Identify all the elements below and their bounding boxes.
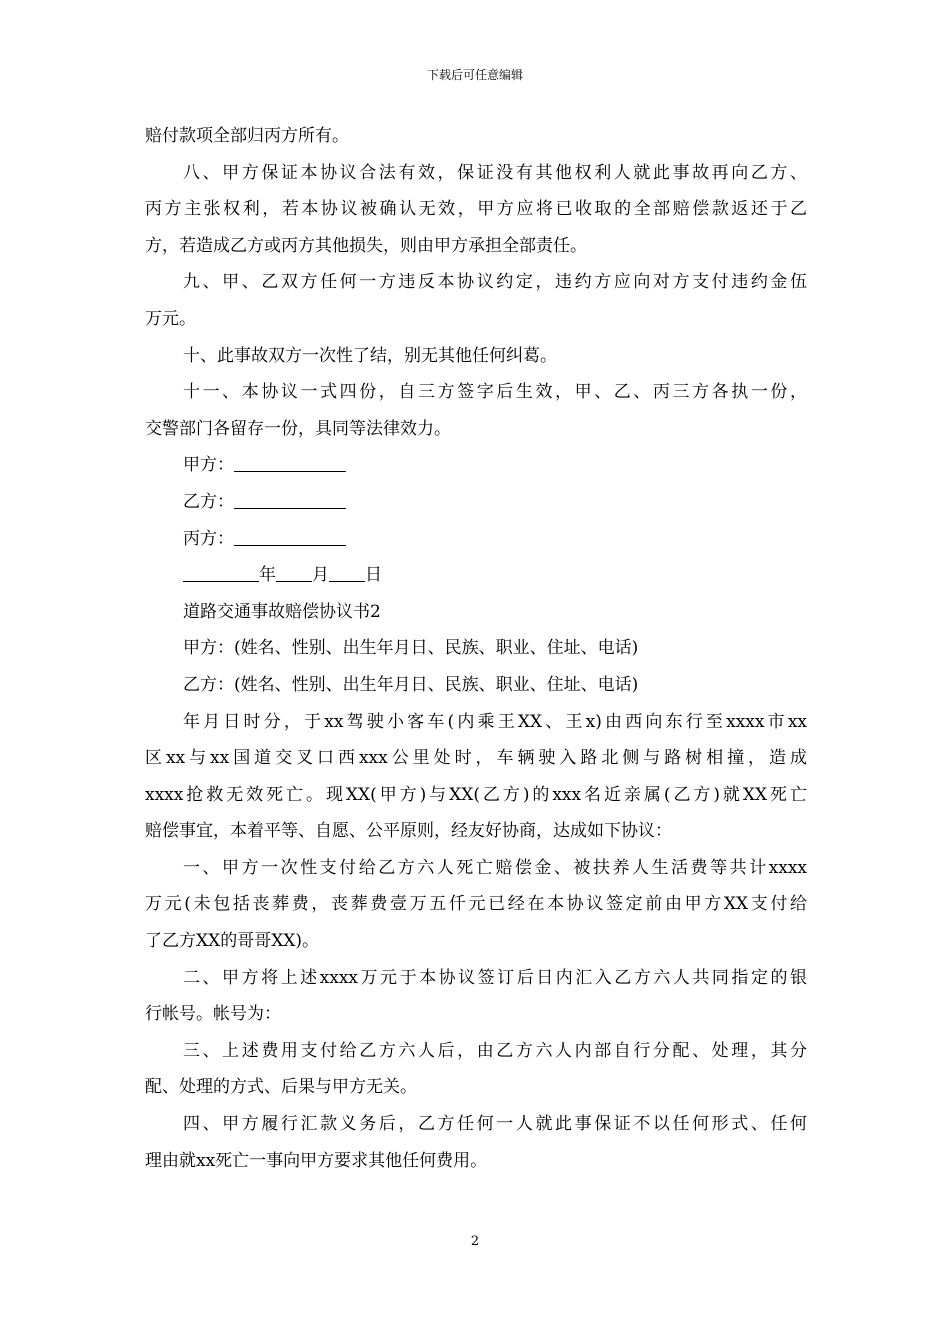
paragraph-line: 八、甲方保证本协议合法有效，保证没有其他权利人就此事故再向乙方、	[183, 162, 807, 183]
day-label: 日	[365, 565, 382, 586]
signature-blank	[234, 457, 346, 472]
paragraph-line: 甲方：(姓名、性别、出生年月日、民族、职业、住址、电话)	[183, 638, 639, 659]
paragraph-line: 万元。	[145, 308, 196, 329]
party-a-label: 甲方：	[183, 455, 234, 476]
page-header: 下载后可任意编辑	[426, 68, 523, 82]
paragraph-line: 了乙方XX的哥哥XX)。	[145, 931, 320, 952]
signature-line-party-a	[145, 447, 807, 484]
paragraph-line: 区xx与xx国道交叉口西xxx公里处时，车辆驶入路北侧与路树相撞，造成	[145, 748, 807, 769]
paragraph-line: 配、处理的方式、后果与甲方无关。	[145, 1077, 417, 1098]
paragraph-line: 乙方：(姓名、性别、出生年月日、民族、职业、住址、电话)	[183, 674, 639, 695]
party-b-label: 乙方：	[183, 491, 234, 512]
paragraph-line: 行帐号。帐号为：	[145, 1004, 281, 1025]
paragraph-line: 三、上述费用支付给乙方六人后，由乙方六人内部自行分配、处理，其分	[183, 1040, 807, 1061]
year-label: 年	[259, 565, 276, 586]
paragraph-line: 十一、本协议一式四份，自三方签字后生效，甲、乙、丙三方各执一份，	[183, 382, 807, 403]
signature-blank	[234, 531, 346, 546]
paragraph-line: 赔偿事宜，本着平等、自愿、公平原则，经友好协商，达成如下协议：	[145, 821, 672, 842]
paragraph-line: 一、甲方一次性支付给乙方六人死亡赔偿金、被扶养人生活费等共计xxxx	[183, 857, 807, 878]
paragraph-line: 年月日时分，于xx驾驶小客车(内乘王XX、王x)由西向东行至xxxx市xx	[183, 711, 807, 732]
paragraph-line: 十、此事故双方一次性了结，别无其他任何纠葛。	[183, 345, 557, 366]
paragraph-line: 九、甲、乙双方任何一方违反本协议约定，违约方应向对方支付违约金伍	[183, 272, 807, 293]
paragraph-line: xxxx抢救无效死亡。现XX(甲方)与XX(乙方)的xxx名近亲属(乙方)就XX死亡	[145, 784, 807, 805]
date-line	[145, 557, 807, 594]
paragraph-line: 万元(未包括丧葬费，丧葬费壹万五仟元已经在本协议签定前由甲方XX支付给	[145, 894, 807, 915]
month-label: 月	[312, 565, 329, 586]
paragraph-line: 四、甲方履行汇款义务后，乙方任何一人就此事保证不以任何形式、任何	[183, 1114, 807, 1135]
year-blank	[183, 567, 259, 582]
paragraph-line: 交警部门各留存一份，具同等法律效力。	[145, 418, 451, 439]
day-blank	[329, 567, 365, 582]
paragraph-line: 理由就xx死亡一事向甲方要求其他任何费用。	[145, 1150, 488, 1171]
signature-blank	[234, 494, 346, 509]
paragraph-line: 赔付款项全部归丙方所有。	[145, 126, 349, 146]
paragraph-line: 二、甲方将上述xxxx万元于本协议签订后日内汇入乙方六人共同指定的银	[183, 967, 807, 988]
paragraph-line: 方，若造成乙方或丙方其他损失，则由甲方承担全部责任。	[145, 235, 587, 256]
month-blank	[276, 567, 312, 582]
section-title: 道路交通事故赔偿协议书2	[183, 601, 381, 622]
party-c-label: 丙方：	[183, 528, 234, 549]
page-number: 2	[470, 1234, 480, 1249]
document-body	[145, 118, 807, 1179]
paragraph-line: 丙方主张权利，若本协议被确认无效，甲方应将已收取的全部赔偿款返还于乙	[145, 199, 807, 220]
signature-line-party-b	[145, 484, 807, 521]
signature-line-party-c	[145, 521, 807, 558]
